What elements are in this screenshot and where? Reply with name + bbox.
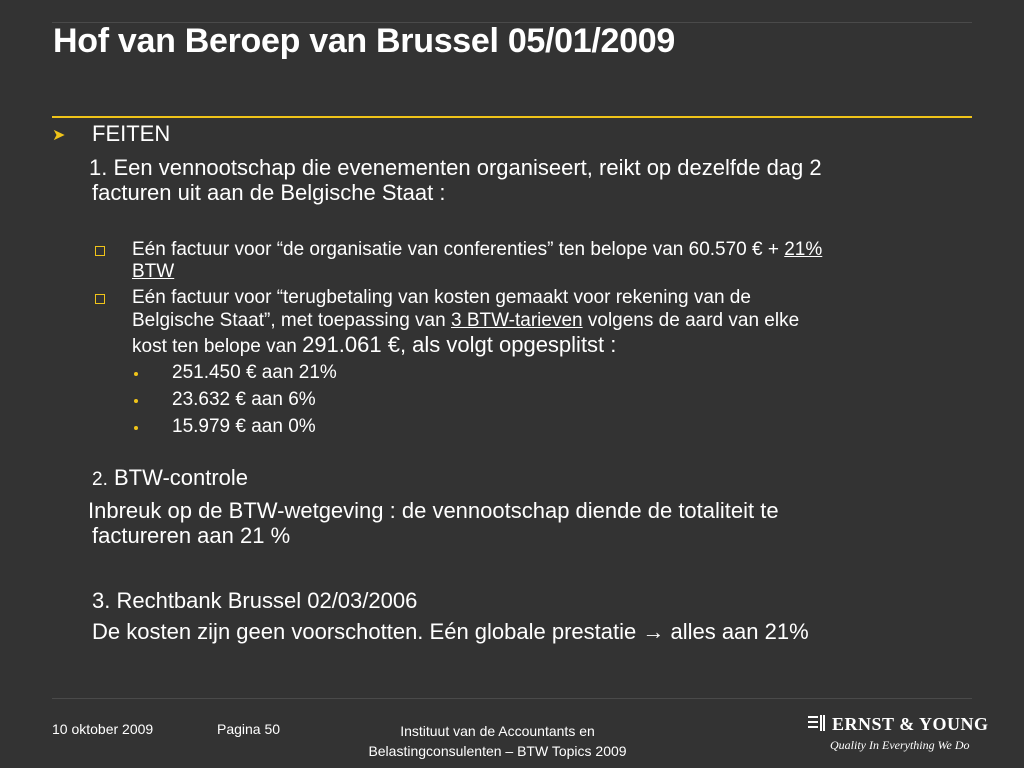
logo-tagline: Quality In Everything We Do: [830, 738, 970, 752]
section1-heading: FEITEN: [92, 121, 171, 146]
section2-heading: [92, 465, 248, 491]
page-title: Hof van Beroep van Brussel 05/01/2009: [53, 22, 675, 60]
dot-bullet-icon: [134, 426, 138, 430]
breakdown-item: 15.979 € aan 0%: [172, 416, 316, 437]
square-bullet-icon: [95, 246, 105, 256]
title-underline: [52, 116, 972, 118]
footer-org-line1: Instituut van de Accountants en: [400, 723, 595, 739]
arrow-bullet-icon: ➤: [52, 127, 66, 144]
dot-bullet-icon: [134, 372, 138, 376]
item2-line3-pre: kost ten belope van: [132, 336, 303, 357]
item2-line1: Eén factuur voor “terugbetaling van kosten gemaakt voor rekening van de: [132, 287, 751, 308]
item1-text: Eén factuur voor “de organisatie van conferenties” ten belope van 60.570 € +: [132, 239, 785, 260]
footer-date: 10 oktober 2009: [52, 721, 154, 737]
section2-title: BTW-controle: [107, 465, 249, 490]
footer-organization: [330, 721, 665, 761]
section2-text-line1: Inbreuk op de BTW-wetgeving : de vennootschap diende de totaliteit te: [88, 498, 779, 523]
item1-line2: [132, 261, 174, 283]
item1-rate-link: 21%: [784, 239, 823, 260]
item1-line1: [132, 239, 822, 261]
footer-divider: [52, 698, 972, 699]
square-bullet-icon: [95, 294, 105, 304]
item1-btw-link: BTW: [132, 261, 175, 282]
section1-intro-line1: 1. Een vennootschap die evenementen organiseert, reikt op dezelfde dag 2: [89, 155, 822, 180]
breakdown-item: 23.632 € aan 6%: [172, 389, 316, 410]
ernst-young-logo-icon: [808, 715, 826, 731]
dot-bullet-icon: [134, 399, 138, 403]
section2-text-line2: factureren aan 21 %: [92, 523, 291, 548]
footer-page: Pagina 50: [217, 721, 281, 737]
section2-num: 2.: [92, 469, 108, 490]
section1-intro-line2: facturen uit aan de Belgische Staat :: [92, 180, 446, 205]
item2-amount: 291.061 €, als volgt opgesplitst :: [302, 332, 617, 357]
item2-line2: [132, 310, 799, 332]
item2-line2-pre: Belgische Staat”, met toepassing van: [132, 310, 451, 331]
item2-line3: [132, 332, 616, 358]
item2-rates-link: 3 BTW-tarieven: [450, 310, 583, 331]
logo-wordmark: ERNST & YOUNG: [832, 714, 989, 734]
breakdown-item: 251.450 € aan 21%: [172, 362, 337, 383]
item2-line2-post: volgens de aard van elke: [582, 310, 800, 331]
section3-text: De kosten zijn geen voorschotten. Eén globale prestatie → alles aan 21%: [92, 619, 809, 644]
section3-heading: 3. Rechtbank Brussel 02/03/2006: [92, 588, 418, 613]
footer-org-line2: Belastingconsulenten – BTW Topics 2009: [368, 743, 627, 759]
